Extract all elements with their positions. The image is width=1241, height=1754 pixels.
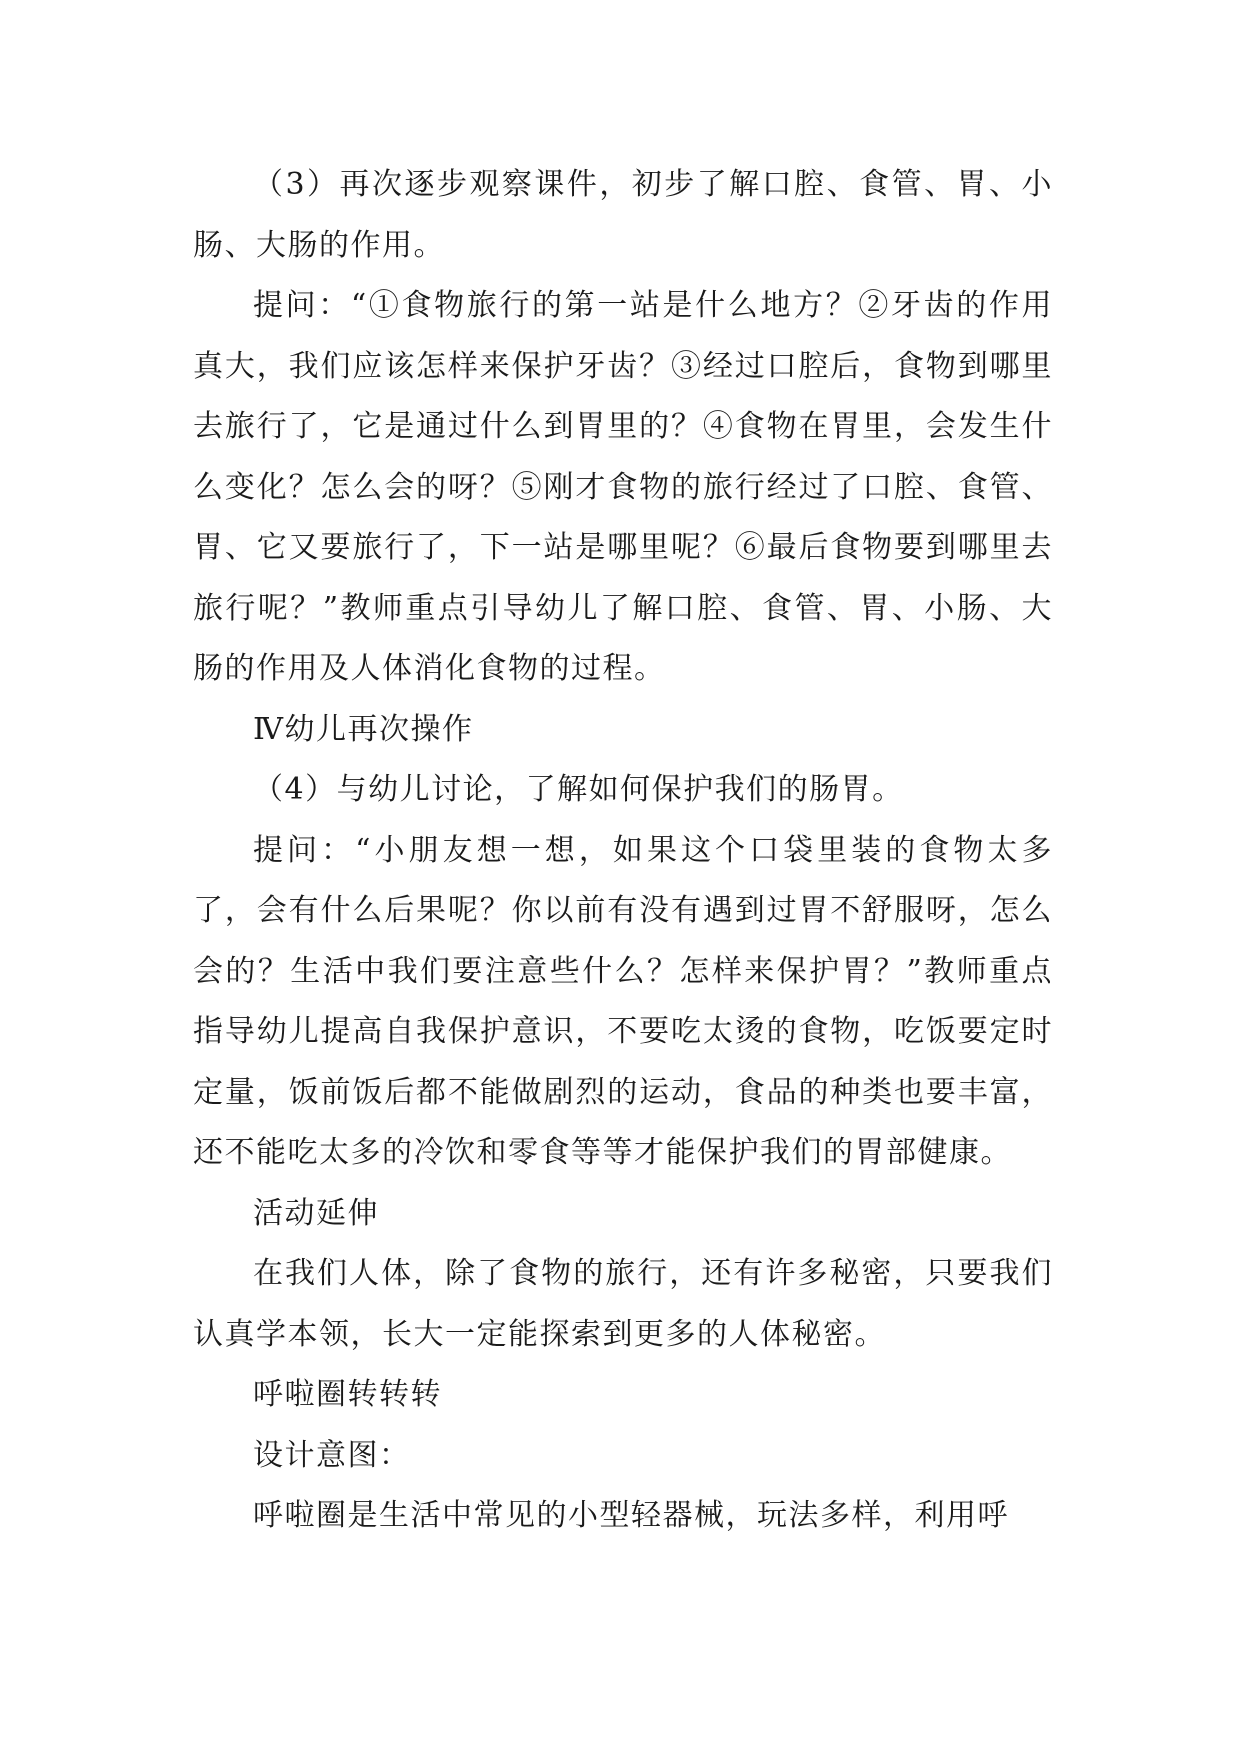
paragraph-questions-stomach-care: 提问：“小朋友想一想，如果这个口袋里装的食物太多了，会有什么后果呢？你以前有没有遇到过胃不舒服呀，怎么会的？生活中我们要注意些什么？怎样来保护胃？”教师重点指导幼儿提高自我保护意识，不要吃太烫的食物，吃饭要定时定量，饭前饭后都不能做剧烈的运动，食品的种类也要丰富，还不能吃太多的冷饮和零食等等才能保护我们的胃部健康。 [193, 832, 1053, 1170]
section-heading-hula-hoop: 呼啦圈转转转 [253, 1377, 442, 1412]
section-heading-operate-again: Ⅳ幼儿再次操作 [253, 711, 474, 747]
paragraph-hula-hoop-intro: 呼啦圈是生活中常见的小型轻器械，玩法多样，利用呼 [253, 1498, 1009, 1533]
section-heading-design-intent: 设计意图： [253, 1437, 411, 1473]
paragraph-body-secrets: 在我们人体，除了食物的旅行，还有许多秘密，只要我们认真学本领，长大一定能探索到更多的人体秘密。 [193, 1256, 1053, 1352]
paragraph-questions-digestion: 提问：“①食物旅行的第一站是什么地方？②牙齿的作用真大，我们应该怎样来保护牙齿？③经过口腔后，食物到哪里去旅行了，它是通过什么到胃里的？④食物在胃里，会发生什么变化？怎么会的呀？⑤刚才食物的旅行经过了口腔、食管、胃、它又要旅行了，下一站是哪里呢？⑥最后食物要到哪里去旅行呢？”教师重点引导幼儿了解口腔、食管、胃、小肠、大肠的作用及人体消化食物的过程。 [193, 288, 1053, 686]
paragraph-observe-courseware: （3）再次逐步观察课件，初步了解口腔、食管、胃、小肠、大肠的作用。 [193, 167, 1053, 263]
section-heading-activity-extension: 活动延伸 [253, 1195, 379, 1231]
document-body [193, 155, 1053, 1547]
paragraph-discuss-protect-stomach: （4）与幼儿讨论，了解如何保护我们的肠胃。 [253, 772, 904, 807]
